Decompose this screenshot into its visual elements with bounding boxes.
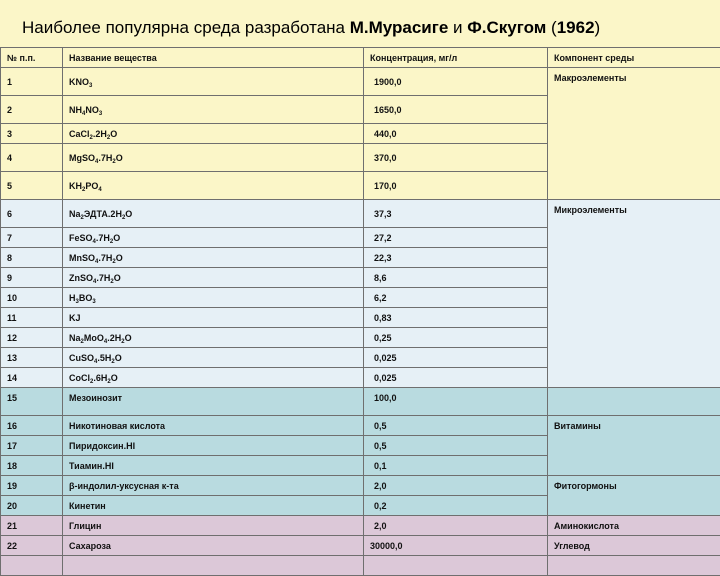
- table-row: 13 $CuSO_4.5H_2O$ 0,025: [1, 348, 720, 368]
- slide-title: Наиболее популярна среда разработана М.Мурасиге и Ф.Скугом (1962): [22, 18, 712, 38]
- table-row: 2 $NH_4NO_3$ 1650,0: [1, 96, 720, 124]
- table-row-cut: [1, 556, 720, 576]
- author-skoog: Ф.Скугом: [467, 18, 546, 37]
- group-phyto: Фитогормоны: [548, 476, 720, 516]
- table-row: 22 Сахароза 30000,0 Углевод: [1, 536, 720, 556]
- group-sugar: Углевод: [548, 536, 720, 556]
- group-amino: Аминокислота: [548, 516, 720, 536]
- year: 1962: [557, 18, 595, 37]
- table-row: 5 $KH_2PO_4$ 170,0: [1, 172, 720, 200]
- table-row: 11 KJ 0,83: [1, 308, 720, 328]
- header-name: Название вещества: [63, 48, 364, 68]
- group-vitamins: Витамины: [548, 416, 720, 476]
- table-row: 6 $Na_2ЭДТА.2H_2O$ 37,3 Микроэлементы: [1, 200, 720, 228]
- table-row: 9 $ZnSO_4.7H_2O$ 8,6: [1, 268, 720, 288]
- table-row: 12 $Na_2MoO_4.2H_2O$ 0,25: [1, 328, 720, 348]
- table-row: 14 $CoCl_2.6H_2O$ 0,025: [1, 368, 720, 388]
- header-comp: Компонент среды: [548, 48, 720, 68]
- group-micro: Микроэлементы: [548, 200, 720, 388]
- table-row: 4 $MgSO_4.7H_2O$ 370,0: [1, 144, 720, 172]
- table-row: 15 Мезоинозит 100,0: [1, 388, 720, 416]
- table-row: 3 $CaCl_2.2H_2O$ 440,0: [1, 124, 720, 144]
- table-row: 8 $MnSO_4.7H_2O$ 22,3: [1, 248, 720, 268]
- group-macro: Макроэлементы: [548, 68, 720, 200]
- table-row: 1 $KNO_3$ 1900,0 Макроэлементы: [1, 68, 720, 96]
- header-conc: Концентрация, мг/л: [364, 48, 548, 68]
- table-row: 19 β-индолил-уксусная к-та 2,0 Фитогормоны: [1, 476, 720, 496]
- table-row: 7 $FeSO_4.7H_2O$ 27,2: [1, 228, 720, 248]
- table-row: 21 Глицин 2,0 Аминокислота: [1, 516, 720, 536]
- table-row: 10 $H_3BO_3$ 6,2: [1, 288, 720, 308]
- table-row: 16 Никотиновая кислота 0,5 Витамины: [1, 416, 720, 436]
- author-murashige: М.Мурасиге: [350, 18, 449, 37]
- table-header-row: [1, 48, 720, 68]
- table-row: 17 Пиридоксин.HI 0,5: [1, 436, 720, 456]
- table-row: 20 Кинетин 0,2: [1, 496, 720, 516]
- header-num: № п.п.: [1, 48, 63, 68]
- medium-composition-table: [0, 47, 720, 576]
- table-row: 18 Тиамин.HI 0,1: [1, 456, 720, 476]
